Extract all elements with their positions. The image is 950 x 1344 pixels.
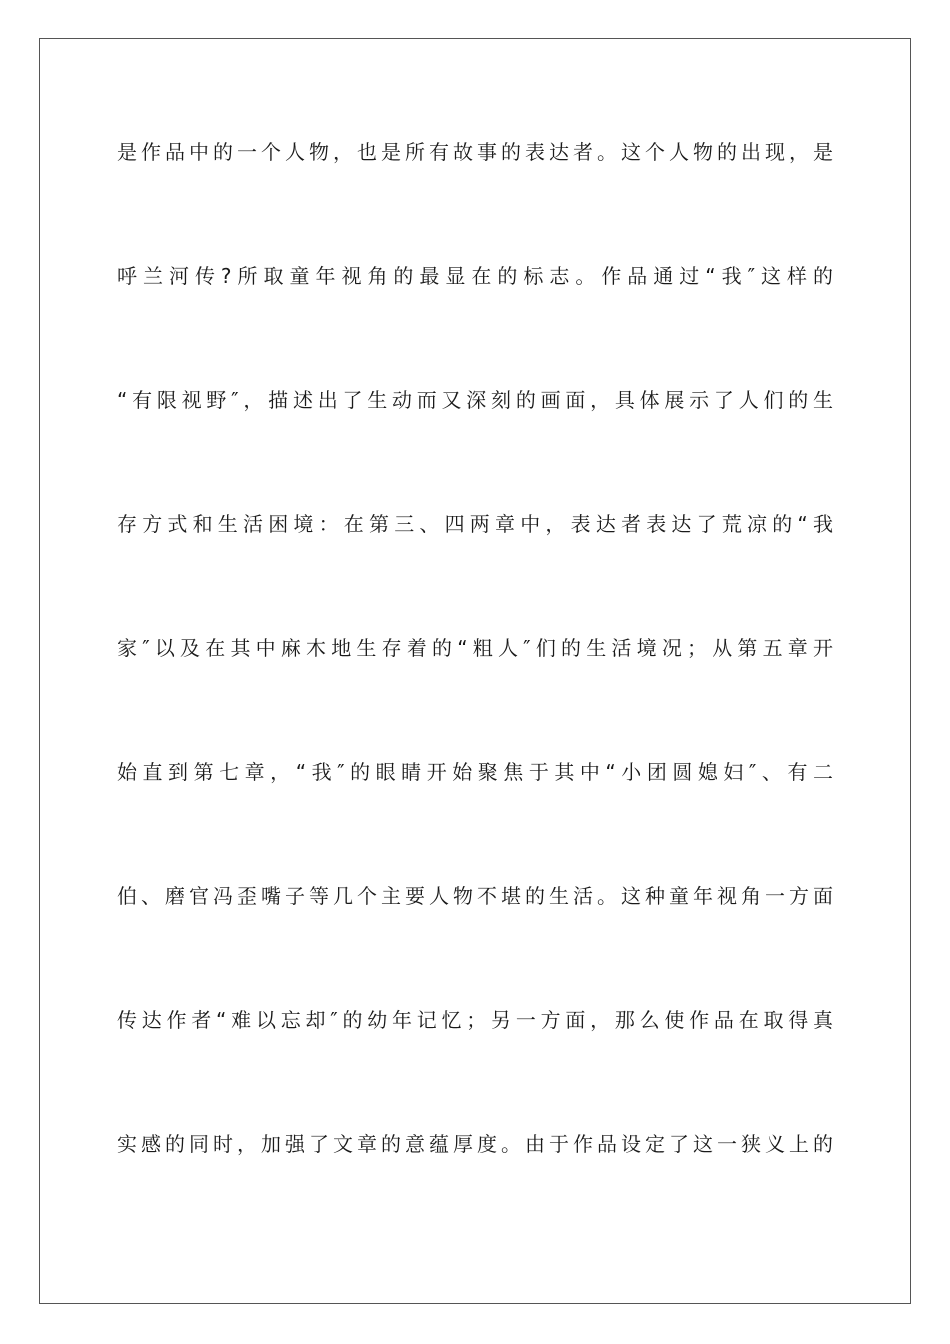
text-line-content: 伯、磨官冯歪嘴子等几个主要人物不堪的生活。这种童年视角一方面 <box>117 884 833 908</box>
text-line-content: 是作品中的一个人物，也是所有故事的表达者。这个人物的出现，是 <box>117 140 833 164</box>
document-body <box>117 130 833 1246</box>
text-line <box>117 254 833 378</box>
text-line-content: 存方式和生活困境：在第三、四两章中，表达者表达了荒凉的“我 <box>117 512 833 536</box>
text-line <box>117 1122 833 1246</box>
text-line-content: 家″以及在其中麻木地生存着的“粗人″们的生活境况；从第五章开 <box>117 636 833 660</box>
text-line-content: 呼兰河传?所取童年视角的最显在的标志。作品通过“我″这样的 <box>117 264 833 288</box>
text-line <box>117 750 833 874</box>
text-line-content: 始直到第七章，“我″的眼睛开始聚焦于其中“小团圆媳妇″、有二 <box>117 760 833 784</box>
text-line <box>117 998 833 1122</box>
text-line <box>117 378 833 502</box>
text-line-content: 传达作者“难以忘却″的幼年记忆；另一方面，那么使作品在取得真 <box>117 1008 833 1032</box>
text-line-content: 实感的同时，加强了文章的意蕴厚度。由于作品设定了这一狭义上的 <box>117 1132 833 1156</box>
text-line <box>117 502 833 626</box>
text-line <box>117 874 833 998</box>
text-line <box>117 626 833 750</box>
text-line <box>117 130 833 254</box>
text-line-content: “有限视野″，描述出了生动而又深刻的画面，具体展示了人们的生 <box>117 388 833 412</box>
